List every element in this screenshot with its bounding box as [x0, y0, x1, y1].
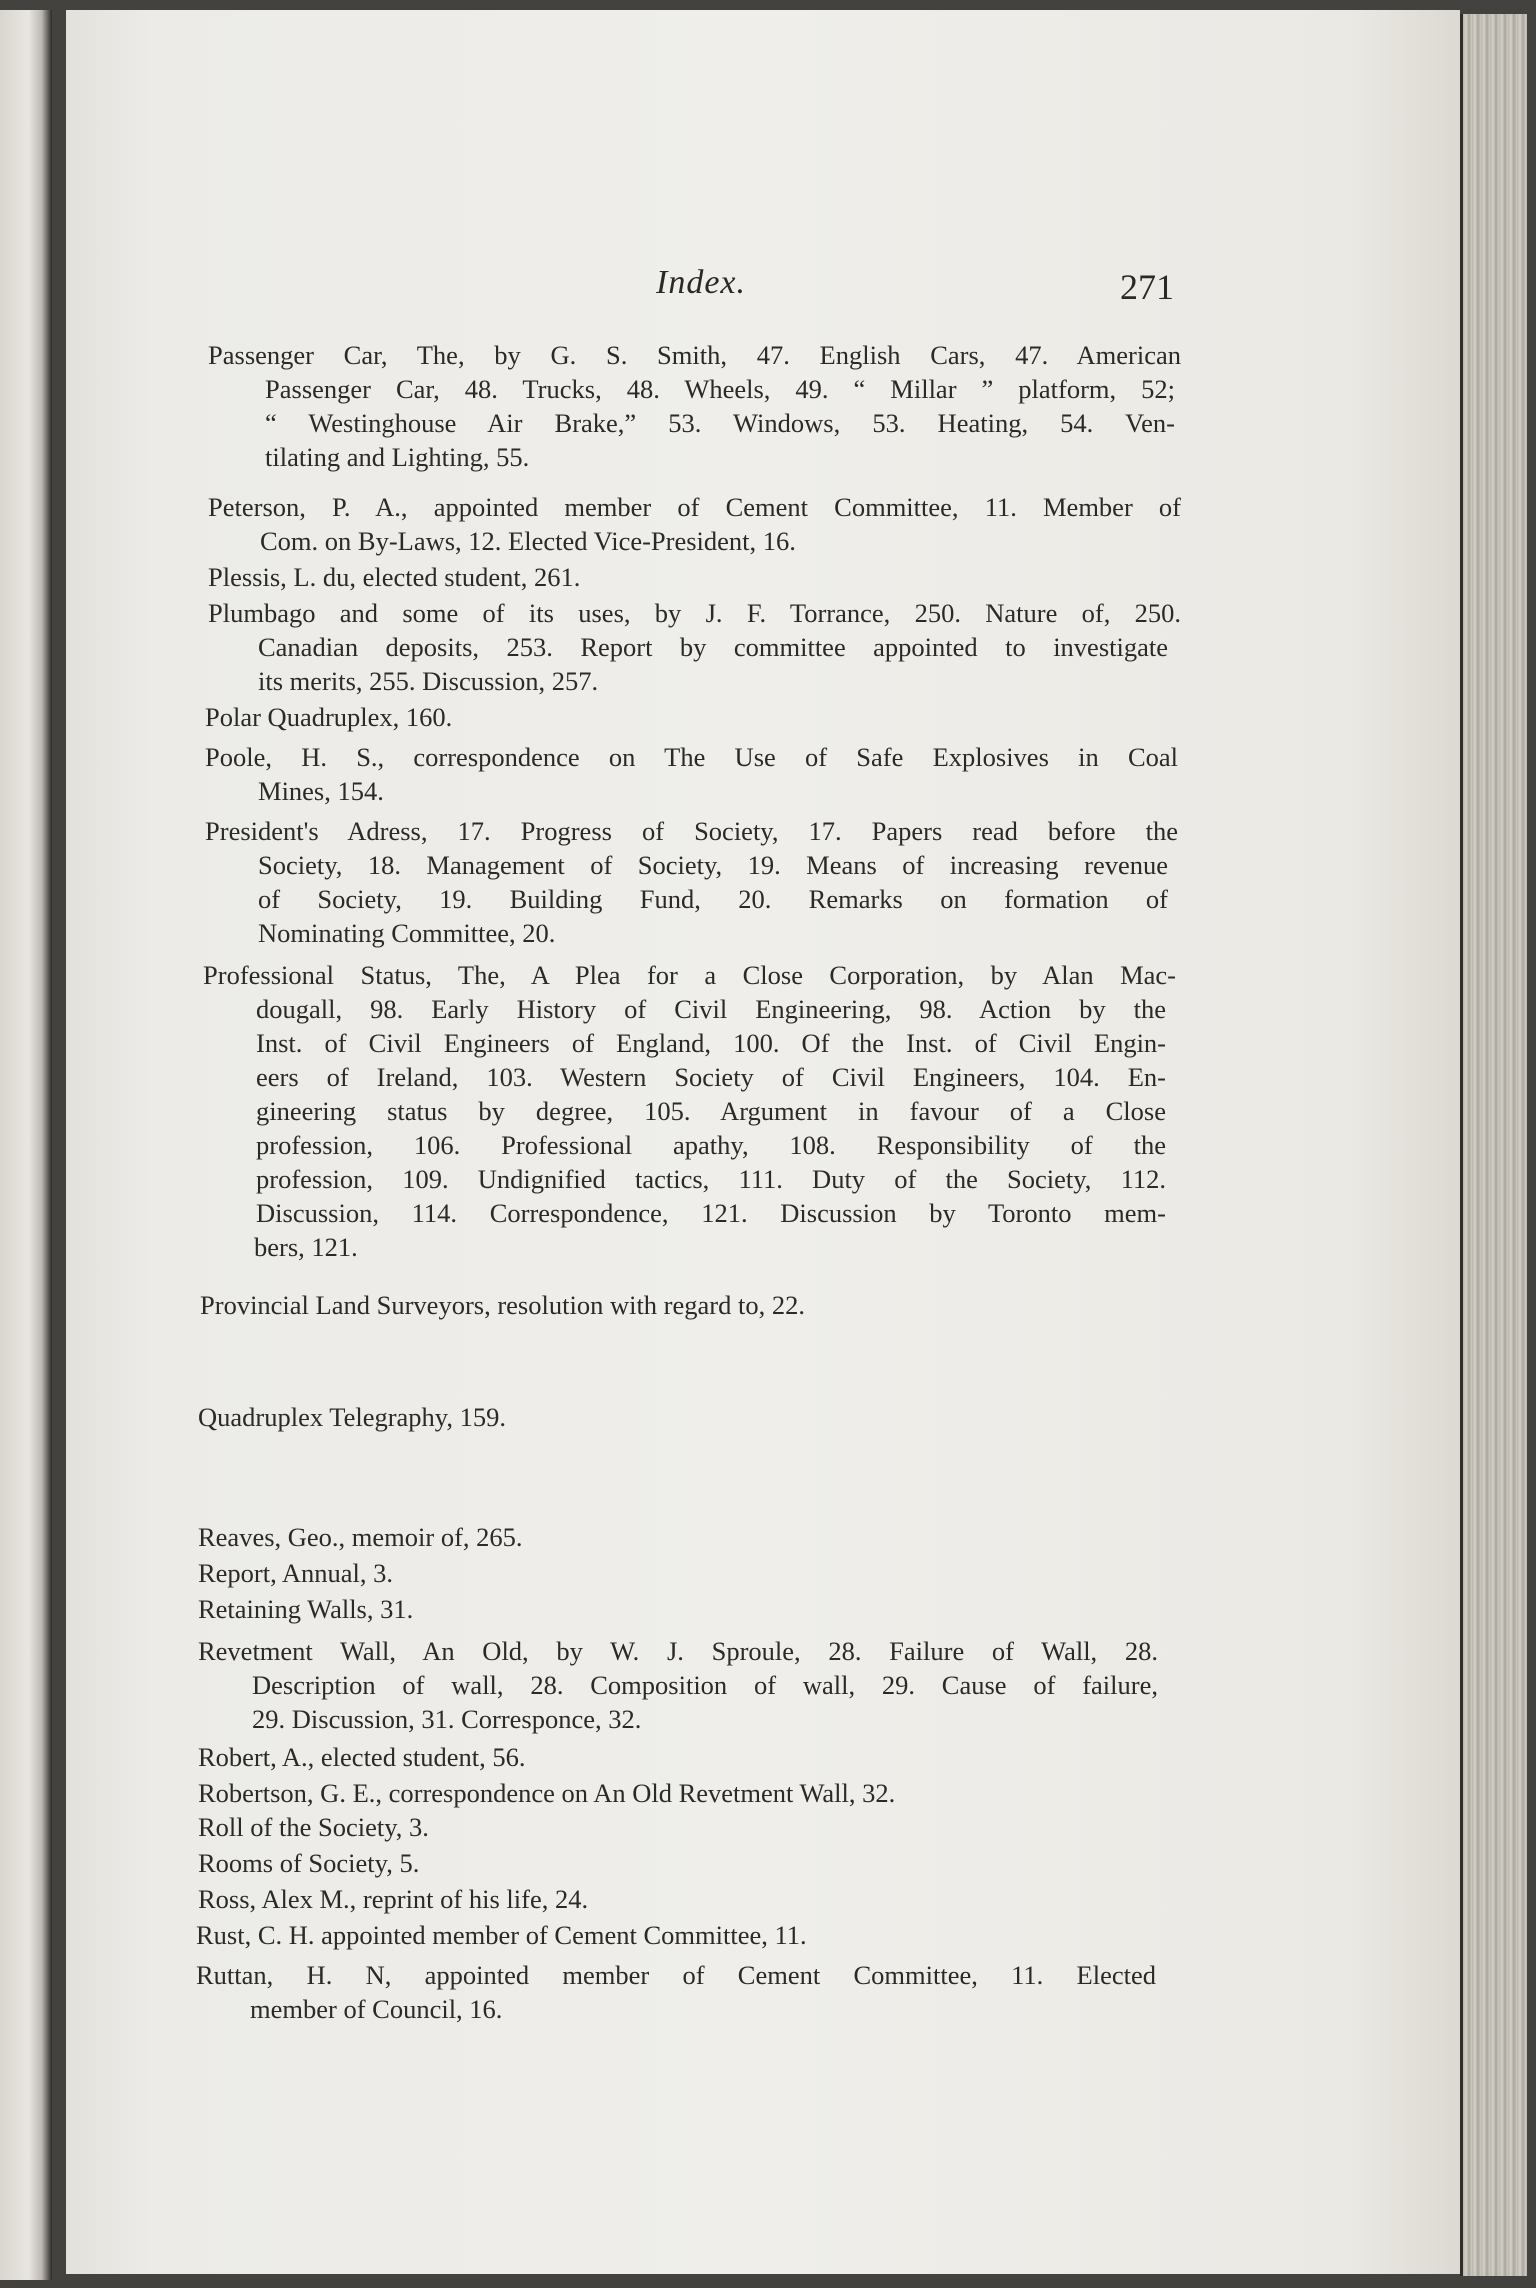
index-line: Robertson, G. E., correspondence on An Old Revetment Wall, 32. [198, 1778, 896, 1808]
index-line: Ruttan, H. N, appointed member of Cement Committee, 11. Elected [196, 1960, 1156, 1990]
index-line: of Society, 19. Building Fund, 20. Remarks on formation of [258, 884, 1168, 914]
index-line: Ross, Alex M., reprint of his life, 24. [198, 1884, 589, 1914]
index-line: dougall, 98. Early History of Civil Engineering, 98. Action by the [256, 994, 1166, 1024]
index-line: bers, 121. [254, 1232, 358, 1262]
index-line: Com. on By-Laws, 12. Elected Vice-President, 16. [260, 526, 796, 556]
index-line: Robert, A., elected student, 56. [198, 1742, 526, 1772]
index-line: Nominating Committee, 20. [258, 918, 556, 948]
index-line: Society, 18. Management of Society, 19. Means of increasing revenue [258, 850, 1168, 880]
index-line: Peterson, P. A., appointed member of Cement Committee, 11. Member of [208, 492, 1181, 522]
index-line: tilating and Lighting, 55. [265, 442, 530, 472]
index-line: Revetment Wall, An Old, by W. J. Sproule, 28. Failure of Wall, 28. [198, 1636, 1158, 1666]
index-line: Rooms of Society, 5. [198, 1848, 420, 1878]
page-stack-edge [1460, 14, 1527, 2276]
index-line: its merits, 255. Discussion, 257. [258, 666, 599, 696]
index-line: Retaining Walls, 31. [198, 1594, 414, 1624]
index-line: profession, 106. Professional apathy, 108. Responsibility of the [256, 1130, 1166, 1160]
index-line: 29. Discussion, 31. Corresponce, 32. [252, 1704, 642, 1734]
index-line: Roll of the Society, 3. [198, 1812, 429, 1842]
page-number: 271 [1120, 267, 1174, 307]
left-page-edge [0, 10, 52, 2280]
index-line: Description of wall, 28. Composition of wall, 29. Cause of failure, [252, 1670, 1158, 1700]
index-line: Plessis, L. du, elected student, 261. [208, 562, 581, 592]
index-line: Poole, H. S., correspondence on The Use of Safe Explosives in Coal [205, 742, 1178, 772]
index-line: Provincial Land Surveyors, resolution with regard to, 22. [200, 1290, 805, 1320]
index-line: President's Adress, 17. Progress of Society, 17. Papers read before the [205, 816, 1178, 846]
index-line: Report, Annual, 3. [198, 1558, 394, 1588]
index-line: Quadruplex Telegraphy, 159. [198, 1402, 506, 1432]
index-line: Passenger Car, The, by G. S. Smith, 47. English Cars, 47. American [208, 340, 1181, 370]
index-line: member of Council, 16. [250, 1994, 503, 2024]
index-line: eers of Ireland, 103. Western Society of Civil Engineers, 104. En- [256, 1062, 1166, 1092]
index-line: Inst. of Civil Engineers of England, 100. Of the Inst. of Civil Engin- [256, 1028, 1166, 1058]
index-line: profession, 109. Undignified tactics, 111. Duty of the Society, 112. [256, 1164, 1166, 1194]
index-line: Reaves, Geo., memoir of, 265. [198, 1522, 523, 1552]
index-line: “ Westinghouse Air Brake,” 53. Windows, 53. Heating, 54. Ven- [265, 408, 1175, 438]
index-line: Rust, C. H. appointed member of Cement Committee, 11. [196, 1920, 807, 1950]
index-line: Discussion, 114. Correspondence, 121. Discussion by Toronto mem- [256, 1198, 1166, 1228]
index-line: Passenger Car, 48. Trucks, 48. Wheels, 49. “ Millar ” platform, 52; [265, 374, 1175, 404]
index-line: Polar Quadruplex, 160. [205, 702, 453, 732]
index-line: Professional Status, The, A Plea for a Close Corporation, by Alan Mac- [203, 960, 1176, 990]
running-head: Index. [656, 264, 747, 301]
index-line: Plumbago and some of its uses, by J. F. Torrance, 250. Nature of, 250. [208, 598, 1181, 628]
index-line: Mines, 154. [258, 776, 384, 806]
index-line: gineering status by degree, 105. Argument in favour of a Close [256, 1096, 1166, 1126]
index-line: Canadian deposits, 253. Report by committee appointed to investigate [258, 632, 1168, 662]
